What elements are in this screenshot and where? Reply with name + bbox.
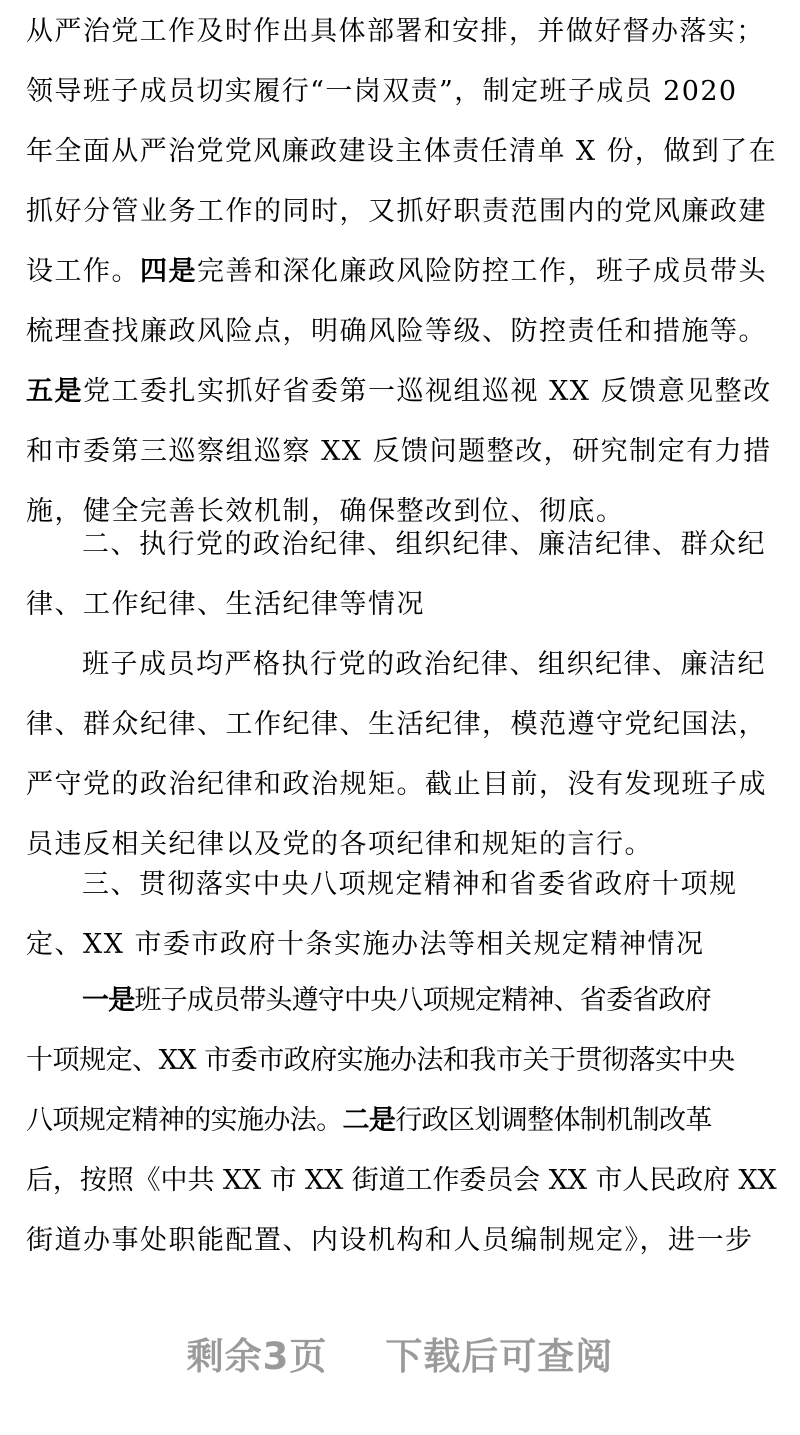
text-line: 和市委第三巡察组巡察 XX 反馈问题整改，研究制定有力措 [26, 436, 772, 467]
section-heading-two [26, 515, 766, 635]
text-run: 八项规定精神的实施办法。 [26, 1105, 343, 1136]
text-line: 抓好分管业务工作的同时，又抓好职责范围内的党风廉政建 [26, 196, 767, 227]
download-to-view-label[interactable]: 下载后可查阅 [385, 1335, 614, 1378]
text-line: 律、工作纪律、生活纪律等情况 [26, 589, 425, 620]
text-line [26, 362, 777, 422]
text-line [26, 971, 777, 1031]
text-line: 律、群众纪律、工作纪律、生活纪律，模范遵守党纪国法， [26, 709, 767, 740]
keyword-bold: 四是 [140, 256, 197, 287]
paragraph-accountability [26, 2, 777, 542]
keyword-bold: 五是 [26, 376, 83, 407]
text-line: 定、XX 市委市政府十条实施办法等相关规定精神情况 [26, 929, 705, 960]
text-run: 班子成员带头遵守中央八项规定精神、省委省政府 [134, 985, 711, 1016]
paragraph-eight-rules [26, 971, 777, 1271]
text-run: 完善和深化廉政风险防控工作，班子成员带头 [197, 256, 767, 287]
text-line: 街道办事处职能配置、内设机构和人员编制规定》，进一步 [26, 1225, 754, 1256]
text-line: 领导班子成员切实履行“一岗双责”，制定班子成员 2020 [26, 76, 738, 107]
text-line: 施，健全完善长效机制，确保整改到位、彻底。 [26, 496, 625, 527]
text-line: 严守党的政治纪律和政治规矩。截止目前，没有发现班子成 [26, 769, 767, 800]
text-line: 十项规定、XX 市委市政府实施办法和我市关于贯彻落实中央 [26, 1045, 735, 1076]
text-line: 二、执行党的政治纪律、组织纪律、廉洁纪律、群众纪 [82, 529, 766, 560]
paragraph-discipline [26, 635, 767, 875]
text-run: 行政区划调整体制机制改革 [395, 1105, 712, 1136]
text-line [26, 1091, 777, 1151]
section-heading-three [26, 855, 738, 975]
keyword-bold: 一是 [82, 985, 135, 1016]
text-line: 梳理查找廉政风险点，明确风险等级、防控责任和措施等。 [26, 316, 767, 347]
text-line: 三、贯彻落实中央八项规定精神和省委省政府十项规 [82, 869, 738, 900]
text-line: 年全面从严治党党风廉政建设主体责任清单 X 份，做到了在 [26, 136, 777, 167]
text-line: 后，按照《中共 XX 市 XX 街道工作委员会 XX 市人民政府 XX [26, 1165, 777, 1196]
download-prompt[interactable] [0, 1326, 800, 1380]
text-line [26, 242, 777, 302]
text-line: 从严治党工作及时作出具体部署和安排，并做好督办落实； [26, 16, 765, 47]
text-line: 班子成员均严格执行党的政治纪律、组织纪律、廉洁纪 [82, 649, 766, 680]
keyword-bold: 二是 [342, 1105, 396, 1136]
text-run: 设工作。 [26, 256, 140, 287]
text-line: 员违反相关纪律以及党的各项纪律和规矩的言行。 [26, 829, 653, 860]
remaining-pages-label: 剩余3页 [186, 1335, 328, 1378]
text-run: 党工委扎实抓好省委第一巡视组巡视 XX 反馈意见整改 [83, 376, 772, 407]
